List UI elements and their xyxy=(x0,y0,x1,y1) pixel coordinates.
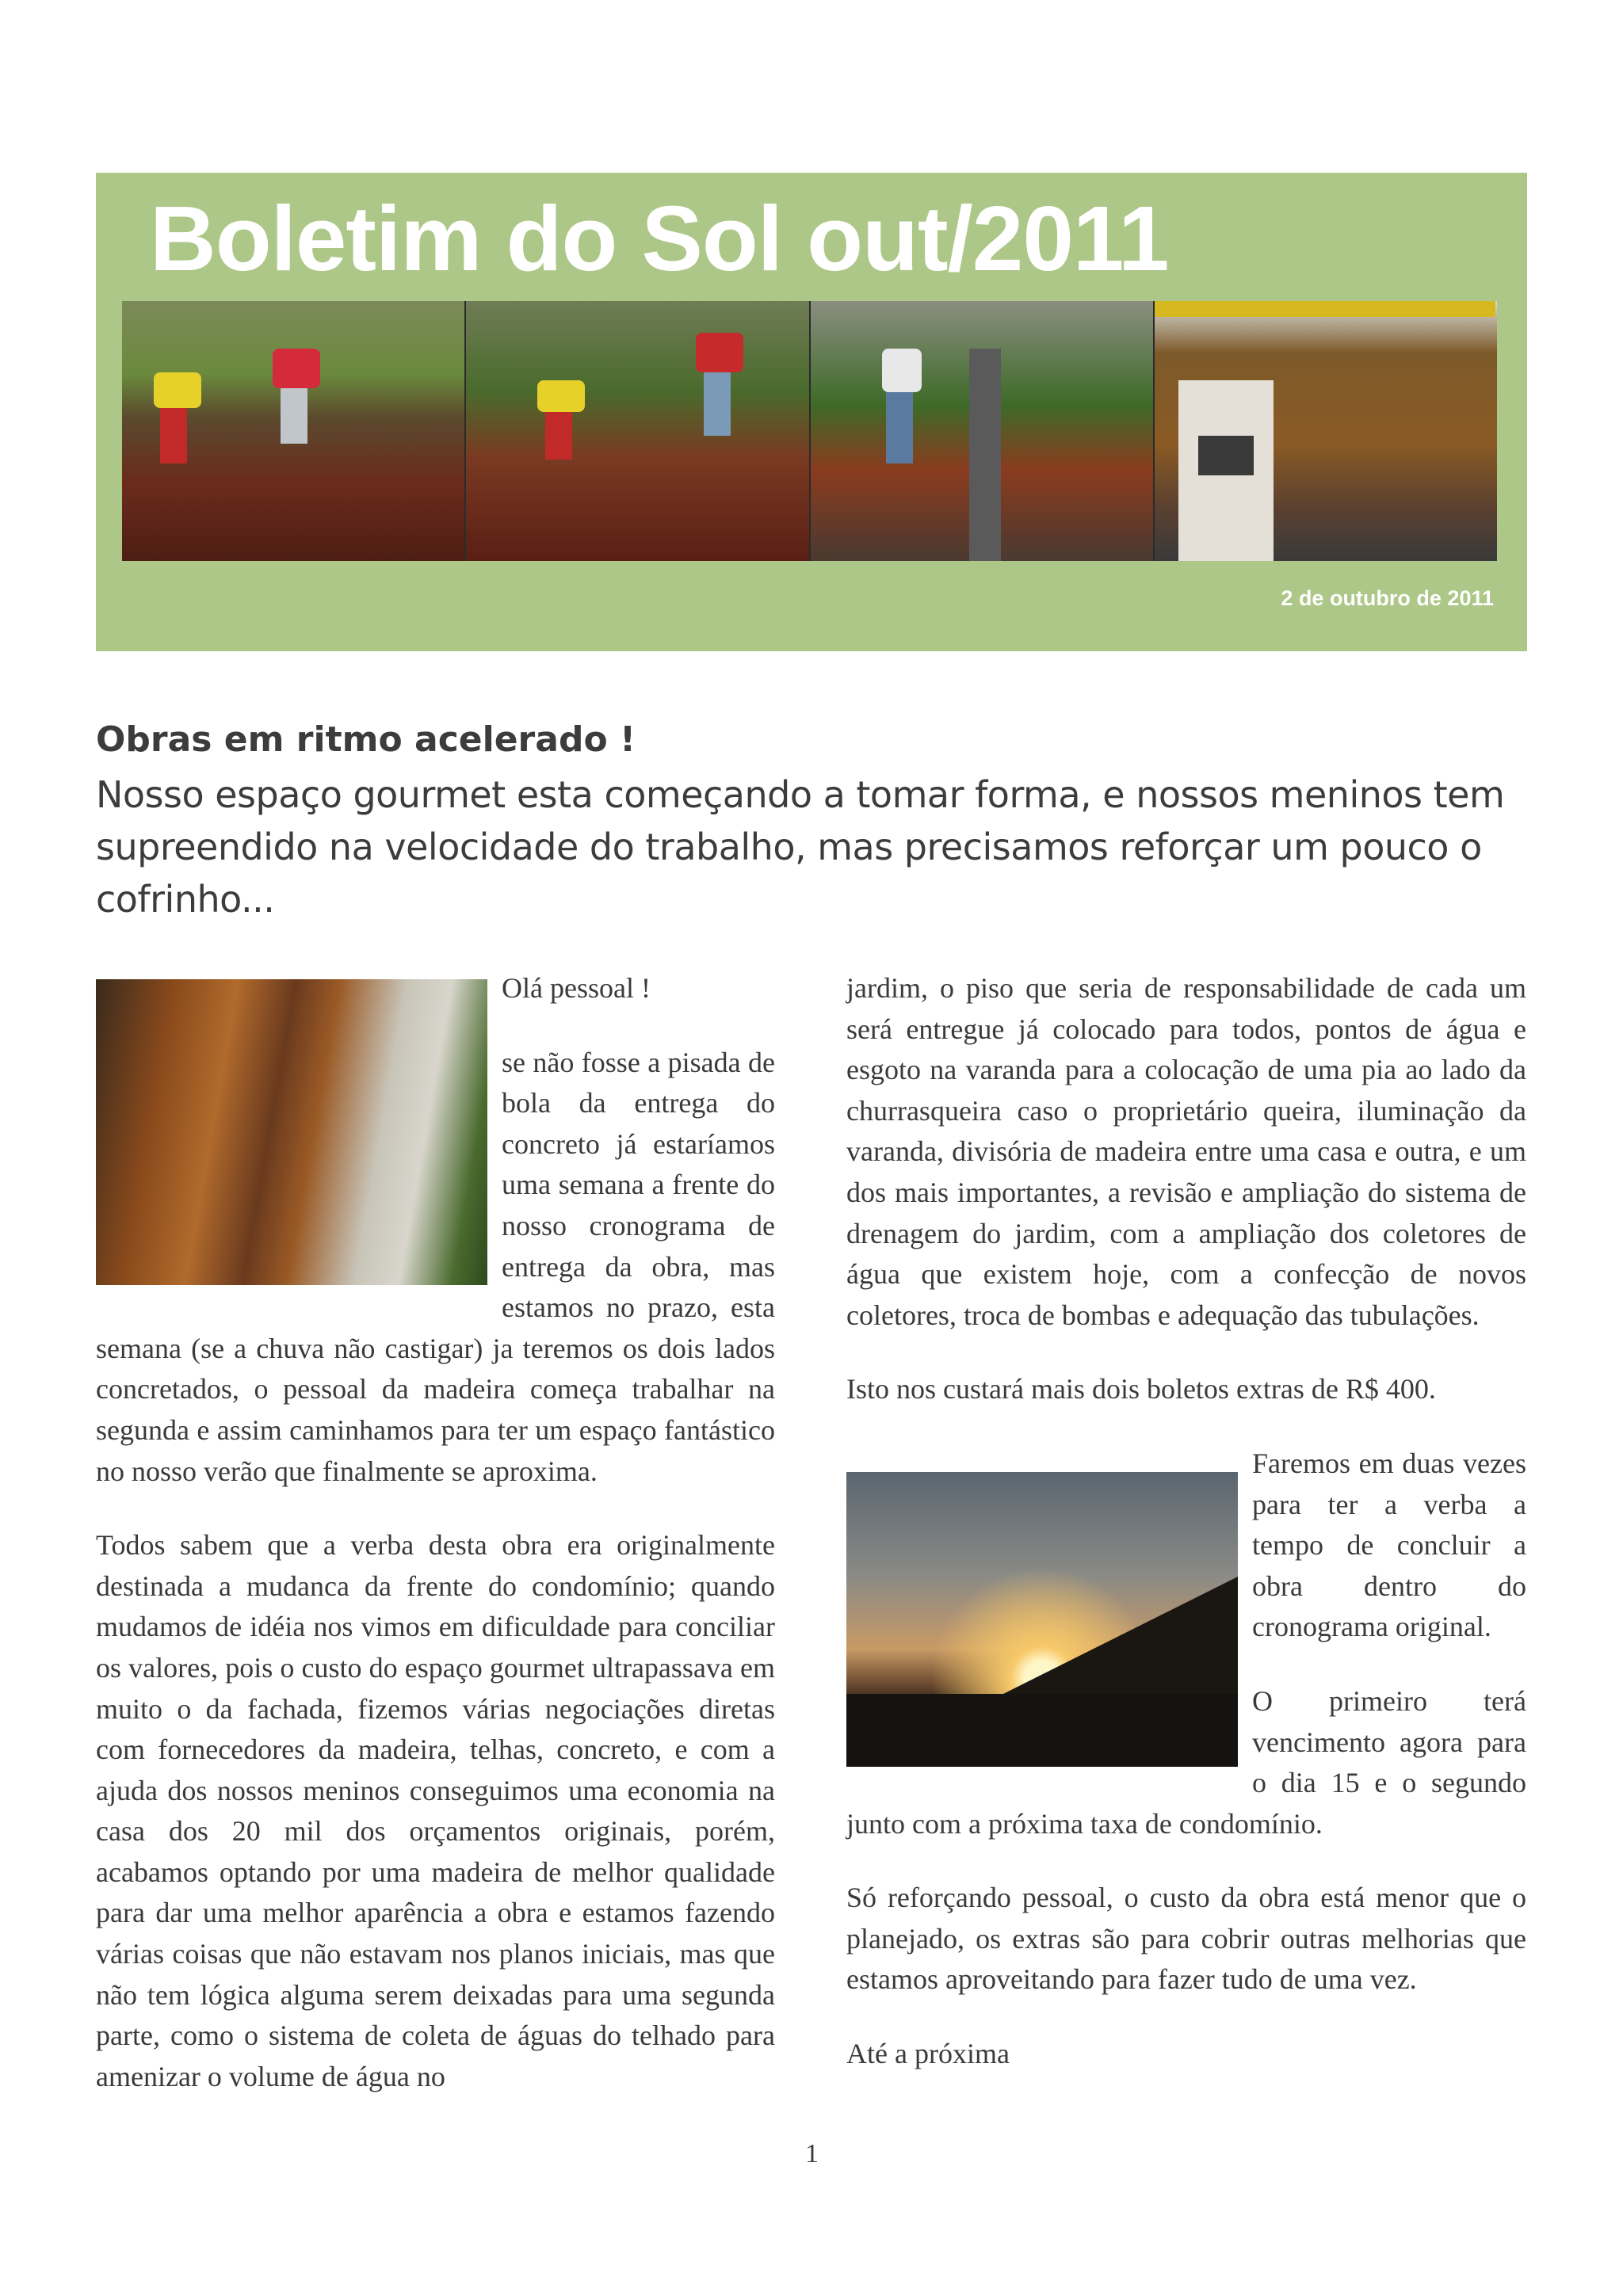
body-paragraph: se não fosse a pisada de bola da entrega do concreto já estaríamos uma semana a frente do nosso cronograma de entrega da obra, mas estamos no prazo, esta semana (se a chuva não castigar) ja teremos os dois lados concretados, o pessoal da madeira começa trabalhar na segunda e assim caminhamos para ter um espaço fantástico no nosso verão que finalmente se aproxima. xyxy=(96,1046,775,1487)
body-paragraph: Isto nos custará mais dois boletos extras de R$ 400. xyxy=(846,1373,1436,1405)
page-number: 1 xyxy=(805,2139,819,2168)
body-paragraph: Só reforçando pessoal, o custo da obra está menor que o planejado, os extras são para cobrir outras melhorias que estamos aproveitando para fazer tudo de uma vez. xyxy=(846,1882,1526,1996)
photo-barbecue-grill xyxy=(1155,301,1497,561)
photo-strip xyxy=(122,301,1497,561)
article-subhead: Nosso espaço gourmet esta começando a tomar forma, e nossos meninos tem supreendido na velocidade do trabalho, mas precisamos reforçar um pouco o cofrinho... xyxy=(96,773,1505,921)
issue-date: 2 de outubro de 2011 xyxy=(1281,586,1494,610)
photo-building-walkway xyxy=(96,979,487,1285)
body-paragraph: O primeiro terá vencimento agora para o dia 15 e o segundo junto com a próxima taxa de condomínio. xyxy=(846,1684,1526,1840)
newsletter-title: Boletim do Sol out/2011 xyxy=(150,187,1169,290)
right-column xyxy=(846,968,1526,2108)
body-paragraph: Faremos em duas vezes para ter a verba a tempo de concluir a obra dentro do cronograma original. xyxy=(1252,1447,1526,1643)
photo-workers-digging xyxy=(122,301,466,561)
greeting: Olá pessoal ! xyxy=(502,972,651,1004)
photo-workers-shoveling xyxy=(466,301,810,561)
sign-off: Até a próxima xyxy=(846,2038,1010,2070)
photo-worker-with-wheelbarrow xyxy=(811,301,1155,561)
article-headline: Obras em ritmo acelerado ! xyxy=(96,719,636,760)
body-paragraph: Todos sabem que a verba desta obra era originalmente destinada a mudanca da frente do condomínio; quando mudamos de idéia nos vimos em dificuldade para conciliar os valores, pois o custo do espaço gourmet ultrapassava em muito o da fachada, fizemos várias negociações diretas com fornecedores da madeira, telhas, concreto, e com a ajuda dos nossos meninos conseguimos uma economia na casa dos 20 mil dos orçamentos originais, porém, acabamos optando por uma madeira de melhor qualidade para dar uma melhor aparência a obra e estamos fazendo várias coisas que não estavam nos planos iniciais, mas que não tem lógica alguma serem deixadas para uma segunda parte, como o sistema de coleta de águas do telhado para amenizar o volume de água no xyxy=(96,1529,775,2092)
body-paragraph: jardim, o piso que seria de responsabilidade de cada um será entregue já colocado para todos, pontos de água e esgoto na varanda para a colocação de uma pia ao lado da churrasqueira caso o proprietário queira, iluminação da varanda, divisória de madeira entre uma casa e outra, e um dos mais importantes, a revisão e ampliação do sistema de drenagem do jardim, com a ampliação dos coletores de água que existem hoje, com a confecção de novos coletores, troca de bombas e adequação das tubulações. xyxy=(846,972,1526,1331)
left-column xyxy=(96,968,775,2130)
photo-sunset xyxy=(846,1472,1238,1767)
header-banner xyxy=(96,173,1527,651)
